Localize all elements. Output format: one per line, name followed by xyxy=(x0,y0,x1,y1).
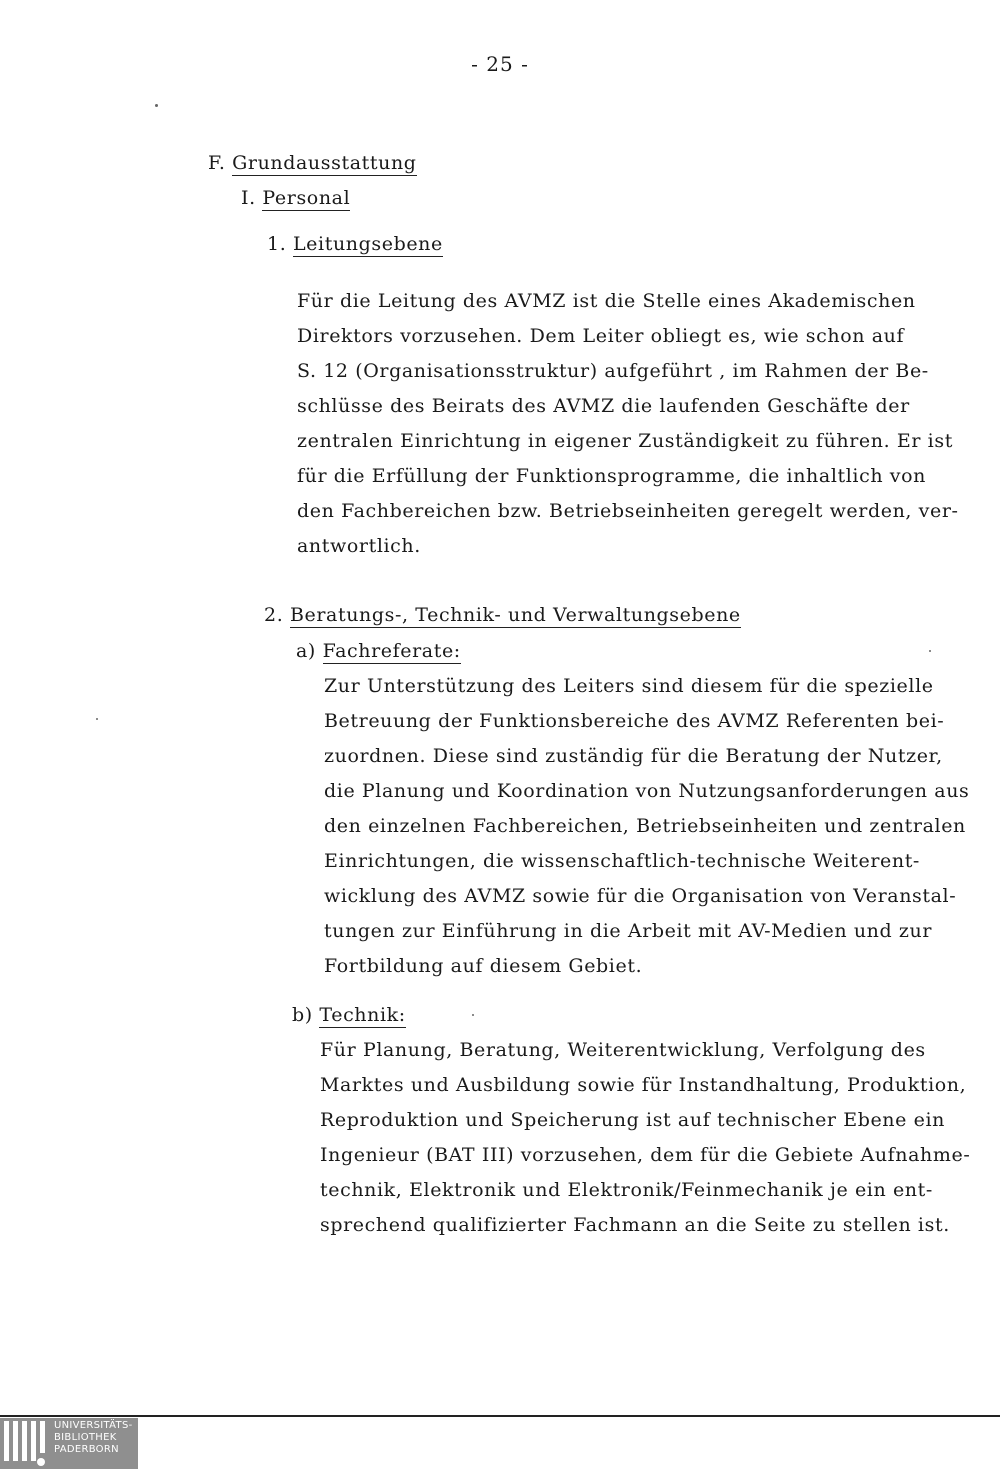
text-line: S. 12 (Organisationsstruktur) aufgeführt , im Rahmen der Be- xyxy=(297,360,929,382)
text-line: Ingenieur (BAT III) vorzusehen, dem für die Gebiete Aufnahme- xyxy=(320,1144,971,1166)
text-line: wicklung des AVMZ sowie für die Organisation von Veranstal- xyxy=(324,885,957,907)
text-line: tungen zur Einführung in die Arbeit mit AV-Medien und zur xyxy=(324,920,933,942)
footer-rule xyxy=(0,1415,1000,1417)
text-line: zentralen Einrichtung in eigener Zuständigkeit zu führen. Er ist xyxy=(297,430,953,452)
heading-2-title: Beratungs-, Technik- und Verwaltungsebene xyxy=(289,604,741,626)
scan-speck xyxy=(929,650,931,652)
heading-2 xyxy=(264,604,741,626)
text-line: Fortbildung auf diesem Gebiet. xyxy=(324,955,643,977)
heading-i-label: I. xyxy=(241,187,256,209)
scan-speck xyxy=(96,718,98,720)
logo-line-1: UNIVERSITÄTS- xyxy=(54,1420,133,1431)
text-line: Marktes und Ausbildung sowie für Instandhaltung, Produktion, xyxy=(320,1074,967,1096)
heading-1-title: Leitungsebene xyxy=(292,233,443,255)
text-line: sprechend qualifizierter Fachmann an die Seite zu stellen ist. xyxy=(320,1214,950,1236)
text-line: Betreuung der Funktionsbereiche des AVMZ Referenten bei- xyxy=(324,710,945,732)
paragraph-technik xyxy=(320,1033,970,1243)
heading-1 xyxy=(267,233,443,255)
logo-text xyxy=(54,1420,133,1456)
heading-i xyxy=(241,187,350,209)
heading-2a-title: Fachreferate: xyxy=(322,640,461,662)
text-line: antwortlich. xyxy=(297,535,421,557)
heading-f-label: F. xyxy=(208,152,226,174)
heading-2b xyxy=(292,1004,406,1026)
text-line: den Fachbereichen bzw. Betriebseinheiten geregelt werden, ver- xyxy=(297,500,959,522)
paragraph-leitungsebene xyxy=(297,284,959,564)
heading-2b-label: b) xyxy=(292,1004,313,1026)
scan-speck xyxy=(155,104,158,107)
heading-f-title: Grundausstattung xyxy=(232,152,417,174)
text-line: Einrichtungen, die wissenschaftlich-technische Weiterent- xyxy=(324,850,920,872)
text-line: Für Planung, Beratung, Weiterentwicklung, Verfolgung des xyxy=(320,1039,926,1061)
text-line: technik, Elektronik und Elektronik/Feinmechanik je ein ent- xyxy=(320,1179,933,1201)
text-line: Reproduktion und Speicherung ist auf technischer Ebene ein xyxy=(320,1109,945,1131)
text-line: Zur Unterstützung des Leiters sind diesem für die spezielle xyxy=(324,675,934,697)
logo-dot-icon xyxy=(37,1458,45,1466)
scan-speck xyxy=(472,1014,474,1016)
text-line: Direktors vorzusehen. Dem Leiter obliegt es, wie schon auf xyxy=(297,325,905,347)
heading-2b-title: Technik: xyxy=(319,1004,406,1026)
heading-2a-label: a) xyxy=(296,640,316,662)
text-line: für die Erfüllung der Funktionsprogramme, die inhaltlich von xyxy=(297,465,927,487)
text-line: Für die Leitung des AVMZ ist die Stelle eines Akademischen xyxy=(297,290,916,312)
text-line: den einzelnen Fachbereichen, Betriebseinheiten und zentralen xyxy=(324,815,966,837)
library-logo xyxy=(0,1418,138,1469)
heading-i-title: Personal xyxy=(262,187,351,209)
logo-line-3: PADERBORN xyxy=(54,1444,119,1455)
text-line: schlüsse des Beirats des AVMZ die laufenden Geschäfte der xyxy=(297,395,910,417)
page-number: - 25 - xyxy=(471,52,529,76)
heading-2a xyxy=(296,640,461,662)
heading-2-label: 2. xyxy=(264,604,284,626)
logo-line-2: BIBLIOTHEK xyxy=(54,1432,117,1443)
paragraph-fachreferate xyxy=(324,669,969,984)
heading-1-label: 1. xyxy=(267,233,287,255)
heading-f xyxy=(208,152,417,174)
text-line: die Planung und Koordination von Nutzungsanforderungen aus xyxy=(324,780,970,802)
text-line: zuordnen. Diese sind zuständig für die Beratung der Nutzer, xyxy=(324,745,943,767)
